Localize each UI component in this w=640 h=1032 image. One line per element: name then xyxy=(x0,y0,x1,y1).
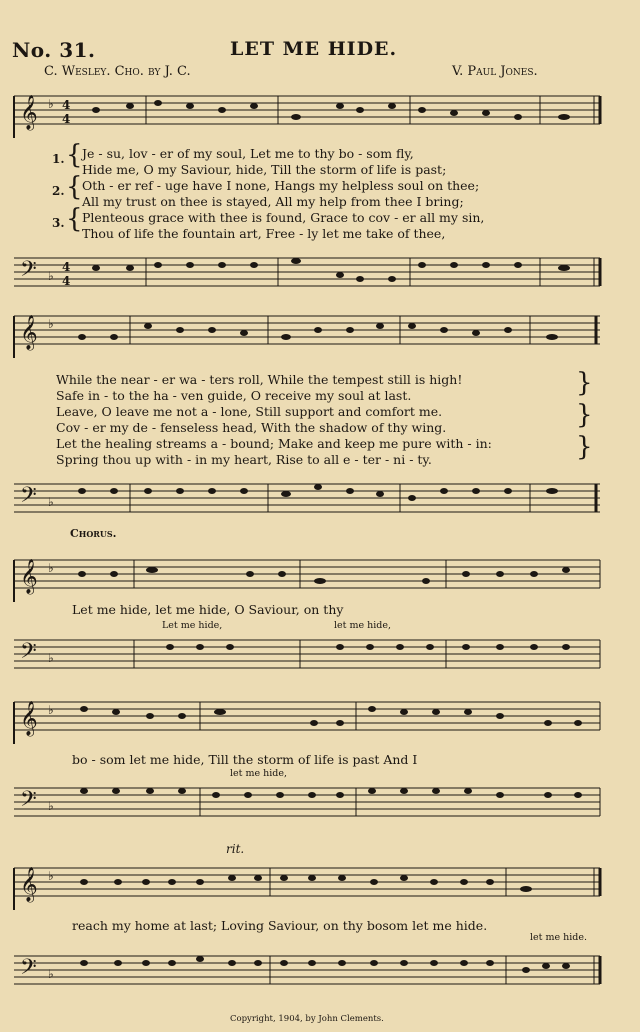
verse-line: Oth - er ref - uge have I none, Hangs my helpless soul on thee; xyxy=(82,178,480,193)
copyright-notice: Copyright, 1904, by John Clements. xyxy=(230,1014,384,1024)
svg-text:♭: ♭ xyxy=(48,317,54,331)
chorus-echo: let me hide, xyxy=(230,768,288,779)
hymn-title: LET ME HIDE. xyxy=(230,38,398,60)
verse-number-3: 3. xyxy=(52,216,65,230)
verse-brace: { xyxy=(66,172,83,202)
svg-text:4: 4 xyxy=(62,274,71,288)
system-4-treble-staff xyxy=(0,694,640,744)
words-credit: C. Wesley. Cho. by J. C. xyxy=(44,64,191,79)
system-2-treble-staff xyxy=(0,308,640,358)
svg-text:𝄢: 𝄢 xyxy=(20,483,37,513)
svg-text:♭: ♭ xyxy=(48,967,54,981)
verse-line: Let the healing streams a - bound; Make and keep me pure with - in: xyxy=(56,436,492,451)
verse-line: Spring thou up with - in my heart, Rise to all e - ter - ni - ty. xyxy=(56,452,432,467)
verse-line: Hide me, O my Saviour, hide, Till the storm of life is past; xyxy=(82,162,447,177)
svg-text:4: 4 xyxy=(62,112,71,126)
verse-brace-right: } xyxy=(576,400,593,430)
verse-number-1: 1. xyxy=(52,152,65,166)
svg-text:𝄢: 𝄢 xyxy=(20,787,37,817)
music-credit: V. Paul Jones. xyxy=(452,64,538,79)
chorus-echo: let me hide. xyxy=(530,932,588,943)
chorus-line-2: bo - som let me hide, Till the storm of life is past And I xyxy=(72,752,418,767)
svg-text:𝄞: 𝄞 xyxy=(20,95,38,130)
chorus-line-1: Let me hide, let me hide, O Saviour, on thy xyxy=(72,602,344,617)
chorus-echo: Let me hide, xyxy=(162,620,223,631)
svg-text:𝄢: 𝄢 xyxy=(20,257,37,287)
system-4-bass-staff xyxy=(0,780,640,830)
chorus-echo: let me hide, xyxy=(334,620,392,631)
verse-number-2: 2. xyxy=(52,184,65,198)
system-5-treble-staff xyxy=(0,860,640,910)
chorus-label: Chorus. xyxy=(70,527,117,540)
svg-text:𝄞: 𝄞 xyxy=(20,315,38,350)
verse-brace-right: } xyxy=(576,368,593,398)
svg-text:♭: ♭ xyxy=(48,269,54,283)
svg-text:4: 4 xyxy=(62,260,71,274)
verse-line: Safe in - to the ha - ven guide, O receive my soul at last. xyxy=(56,388,412,403)
svg-text:♭: ♭ xyxy=(48,495,54,509)
svg-text:♭: ♭ xyxy=(48,97,54,111)
system-5-bass-staff xyxy=(0,948,640,998)
svg-text:𝄢: 𝄢 xyxy=(20,955,37,985)
verse-line: Thou of life the fountain art, Free - ly let me take of thee, xyxy=(82,226,446,241)
system-2-bass-staff xyxy=(0,476,640,526)
verse-brace: { xyxy=(66,140,83,170)
svg-text:♭: ♭ xyxy=(48,651,54,665)
svg-text:♭: ♭ xyxy=(48,703,54,717)
svg-text:𝄞: 𝄞 xyxy=(20,867,38,902)
svg-text:♭: ♭ xyxy=(48,869,54,883)
ritardando-mark: rit. xyxy=(226,842,245,856)
svg-text:𝄞: 𝄞 xyxy=(20,701,38,736)
verse-brace-right: } xyxy=(576,432,593,462)
hymn-number: No. 31. xyxy=(12,38,96,62)
svg-text:♭: ♭ xyxy=(48,799,54,813)
svg-text:♭: ♭ xyxy=(48,561,54,575)
verse-line: Cov - er my de - fenseless head, With the shadow of thy wing. xyxy=(56,420,447,435)
verse-line: All my trust on thee is stayed, All my help from thee I bring; xyxy=(82,194,464,209)
system-1-treble-staff xyxy=(0,88,640,138)
system-3-treble-staff xyxy=(0,552,640,602)
system-1-bass-staff xyxy=(0,250,640,300)
svg-text:𝄞: 𝄞 xyxy=(20,559,38,594)
chorus-line-3: reach my home at last; Loving Saviour, on thy bosom let me hide. xyxy=(72,918,488,933)
verse-line: While the near - er wa - ters roll, While the tempest still is high! xyxy=(56,372,463,387)
svg-text:4: 4 xyxy=(62,98,71,112)
svg-text:𝄢: 𝄢 xyxy=(20,639,37,669)
system-3-bass-staff xyxy=(0,632,640,682)
verse-line: Je - su, lov - er of my soul, Let me to thy bo - som fly, xyxy=(82,146,414,161)
verse-line: Plenteous grace with thee is found, Grace to cov - er all my sin, xyxy=(82,210,485,225)
verse-brace: { xyxy=(66,204,83,234)
verse-line: Leave, O leave me not a - lone, Still support and comfort me. xyxy=(56,404,443,419)
